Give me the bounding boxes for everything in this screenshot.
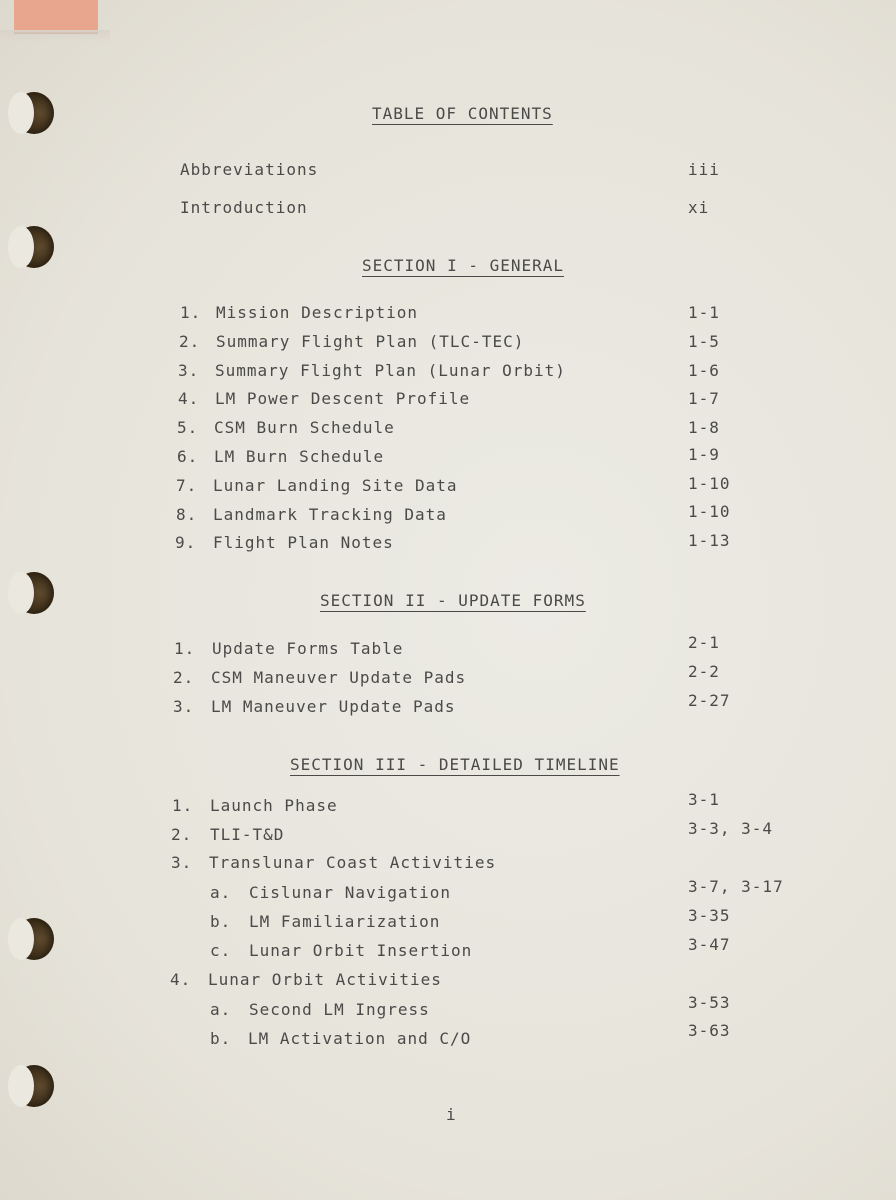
toc-item-label: LM Power Descent Profile (215, 389, 471, 408)
toc-entry-label: Abbreviations (180, 160, 319, 179)
binder-hole-4 (14, 918, 54, 960)
toc-item-label: Flight Plan Notes (213, 533, 394, 552)
toc-item-number: 2. (179, 332, 201, 351)
toc-item-label: Mission Description (216, 303, 419, 322)
binder-hole-1 (14, 92, 54, 134)
toc-item-label: Summary Flight Plan (Lunar Orbit) (215, 361, 566, 380)
toc-item-page: 3-3, 3-4 (688, 819, 774, 838)
toc-item-page: 2-1 (688, 633, 720, 652)
toc-subitem-page: 3-35 (688, 906, 731, 925)
toc-item-number: 6. (177, 447, 199, 466)
toc-subitem-letter: a. (210, 1000, 232, 1019)
toc-subitem-letter: a. (210, 883, 232, 902)
toc-item-page: 1-5 (688, 332, 720, 351)
toc-item-number: 4. (170, 970, 192, 989)
toc-item-label: Landmark Tracking Data (213, 505, 447, 524)
toc-entry-page: iii (688, 160, 720, 179)
toc-item-page: 1-13 (688, 531, 731, 550)
toc-item-page: 1-1 (688, 303, 720, 322)
page-number: i (446, 1105, 456, 1124)
toc-item-number: 9. (175, 533, 197, 552)
binder-hole-2 (14, 226, 54, 268)
toc-item-page: 1-8 (688, 418, 720, 437)
toc-item-number: 2. (173, 668, 195, 687)
toc-subitem-letter: b. (210, 912, 232, 931)
toc-item-page: 1-7 (688, 389, 720, 408)
toc-item-number: 3. (171, 853, 193, 872)
toc-item-number: 1. (174, 639, 196, 658)
toc-item-number: 5. (177, 418, 199, 437)
toc-subitem-label: Second LM Ingress (249, 1000, 430, 1019)
toc-item-label: Lunar Landing Site Data (213, 476, 458, 495)
toc-item-page: 1-10 (688, 502, 731, 521)
toc-subitem-letter: c. (210, 941, 232, 960)
binder-hole-5 (14, 1065, 54, 1107)
toc-subitem-page: 3-47 (688, 935, 731, 954)
toc-subitem-label: LM Activation and C/O (248, 1029, 472, 1048)
toc-item-page: 1-6 (688, 361, 720, 380)
toc-item-number: 4. (178, 389, 200, 408)
toc-item-label: Launch Phase (210, 796, 338, 815)
toc-item-label: CSM Maneuver Update Pads (211, 668, 467, 687)
toc-item-page: 1-9 (688, 445, 720, 464)
toc-subitem-label: LM Familiarization (249, 912, 441, 931)
toc-item-number: 1. (180, 303, 202, 322)
toc-item-label: TLI-T&D (210, 825, 285, 844)
toc-item-number: 8. (176, 505, 198, 524)
toc-item-label: CSM Burn Schedule (214, 418, 395, 437)
toc-entry-label: Introduction (180, 198, 308, 217)
toc-item-number: 1. (172, 796, 194, 815)
section-heading: SECTION I - GENERAL (362, 256, 565, 275)
toc-item-number: 7. (176, 476, 198, 495)
section-heading: SECTION III - DETAILED TIMELINE (290, 755, 620, 774)
toc-subitem-page: 3-63 (688, 1021, 731, 1040)
toc-item-page: 2-2 (688, 662, 720, 681)
toc-subitem-label: Cislunar Navigation (249, 883, 452, 902)
binder-hole-3 (14, 572, 54, 614)
toc-subitem-page: 3-53 (688, 993, 731, 1012)
section-heading: SECTION II - UPDATE FORMS (320, 591, 586, 610)
toc-item-label: Lunar Orbit Activities (208, 970, 442, 989)
toc-item-label: LM Burn Schedule (214, 447, 385, 466)
toc-item-page: 1-10 (688, 474, 731, 493)
tab-shadow (0, 30, 110, 42)
toc-item-label: LM Maneuver Update Pads (211, 697, 456, 716)
toc-entry-page: xi (688, 198, 710, 217)
toc-item-label: Summary Flight Plan (TLC-TEC) (216, 332, 525, 351)
toc-item-label: Translunar Coast Activities (209, 853, 497, 872)
index-tab (14, 0, 98, 34)
toc-item-page: 3-1 (688, 790, 720, 809)
toc-item-number: 3. (178, 361, 200, 380)
toc-item-number: 2. (171, 825, 193, 844)
toc-subitem-label: Lunar Orbit Insertion (249, 941, 473, 960)
toc-item-number: 3. (173, 697, 195, 716)
page-title: TABLE OF CONTENTS (372, 104, 553, 123)
toc-subitem-page: 3-7, 3-17 (688, 877, 784, 896)
toc-item-label: Update Forms Table (212, 639, 404, 658)
toc-subitem-letter: b. (210, 1029, 232, 1048)
toc-item-page: 2-27 (688, 691, 731, 710)
